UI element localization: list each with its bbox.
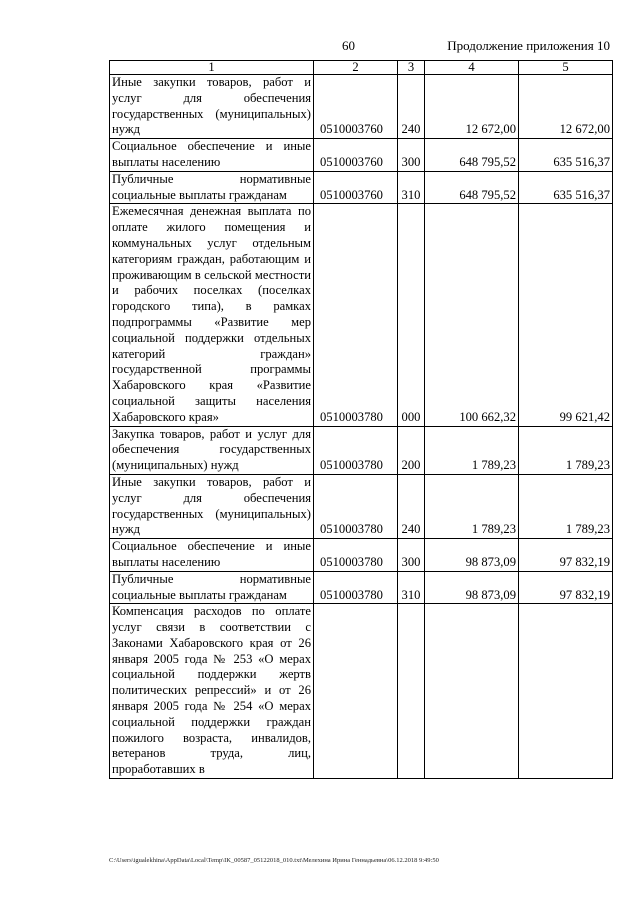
row-type: 300 (398, 539, 425, 572)
row-code: 0510003780 (314, 426, 398, 474)
row-name: Иные закупки товаров, работ и услуг для обеспечения государственных (муниципальных) нужд (110, 75, 314, 139)
column-header: 1 (110, 61, 314, 75)
row-amount-col5: 12 672,00 (519, 75, 613, 139)
column-header: 2 (314, 61, 398, 75)
row-amount-col5 (519, 604, 613, 779)
row-type: 000 (398, 204, 425, 426)
row-amount-col4: 98 873,09 (425, 571, 519, 604)
row-amount-col4: 12 672,00 (425, 75, 519, 139)
table-row (110, 171, 613, 204)
row-name: Ежемесячная денежная выплата по оплате жилого помещения и коммунальных услуг отдельным категориям граждан, работающим и проживающим в сельской местности и рабочих поселках (поселках городского типа), в рамках подпрограммы «Развитие мер социальной поддержки отдельных категорий граждан» государственной программы Хабаровского края «Развитие социальной защиты населения Хабаровского края» (110, 204, 314, 426)
row-type: 300 (398, 139, 425, 172)
column-header: 5 (519, 61, 613, 75)
column-header: 4 (425, 61, 519, 75)
row-type: 310 (398, 571, 425, 604)
row-amount-col4: 648 795,52 (425, 171, 519, 204)
row-type: 240 (398, 474, 425, 538)
row-name: Социальное обеспечение и иные выплаты населению (110, 139, 314, 172)
row-code (314, 604, 398, 779)
row-code: 0510003780 (314, 204, 398, 426)
continuation-label: Продолжение приложения 10 (447, 38, 610, 53)
table-row (110, 75, 613, 139)
row-amount-col5: 635 516,37 (519, 171, 613, 204)
row-type: 240 (398, 75, 425, 139)
table-header-row (110, 61, 613, 75)
row-name: Закупка товаров, работ и услуг для обеспечения государственных (муниципальных) нужд (110, 426, 314, 474)
table-row (110, 139, 613, 172)
table-row (110, 474, 613, 538)
table-row (110, 604, 613, 779)
row-name: Компенсация расходов по оплате услуг связи в соответствии с Законами Хабаровского края от 26 января 2005 года № 253 «О мерах социальной поддержки жертв политических репрессий» и от 26 января 2005 года № 254 «О мерах социальной поддержки граждан пожилого возраста, инвалидов, ветеранов труда, лиц, проработавших в (110, 604, 314, 779)
row-amount-col4: 1 789,23 (425, 426, 519, 474)
row-type: 310 (398, 171, 425, 204)
row-amount-col4: 98 873,09 (425, 539, 519, 572)
row-type (398, 604, 425, 779)
column-header: 3 (398, 61, 425, 75)
page-number: 60 (342, 38, 355, 53)
row-name: Социальное обеспечение и иные выплаты населению (110, 539, 314, 572)
row-code: 0510003760 (314, 171, 398, 204)
row-code: 0510003760 (314, 139, 398, 172)
row-code: 0510003780 (314, 571, 398, 604)
row-amount-col4: 648 795,52 (425, 139, 519, 172)
row-code: 0510003780 (314, 474, 398, 538)
row-amount-col4 (425, 604, 519, 779)
table-row (110, 204, 613, 426)
row-amount-col5: 97 832,19 (519, 571, 613, 604)
row-amount-col5: 97 832,19 (519, 539, 613, 572)
row-amount-col5: 99 621,42 (519, 204, 613, 426)
row-amount-col4: 100 662,32 (425, 204, 519, 426)
row-amount-col4: 1 789,23 (425, 474, 519, 538)
footer-file-path: C:\Users\igualekhina\AppData\Local\Temp\IK_00587_05122018_010.txt\Мелехина Ирина Геннадьевна\06.12.2018 9:49:50 (109, 857, 439, 864)
row-type: 200 (398, 426, 425, 474)
row-name: Публичные нормативные социальные выплаты гражданам (110, 171, 314, 204)
row-name: Публичные нормативные социальные выплаты гражданам (110, 571, 314, 604)
table-row (110, 426, 613, 474)
row-name: Иные закупки товаров, работ и услуг для обеспечения государственных (муниципальных) нужд (110, 474, 314, 538)
table-row (110, 571, 613, 604)
table-row (110, 539, 613, 572)
row-code: 0510003780 (314, 539, 398, 572)
row-amount-col5: 1 789,23 (519, 474, 613, 538)
row-code: 0510003760 (314, 75, 398, 139)
row-amount-col5: 635 516,37 (519, 139, 613, 172)
budget-table (109, 60, 613, 779)
row-amount-col5: 1 789,23 (519, 426, 613, 474)
